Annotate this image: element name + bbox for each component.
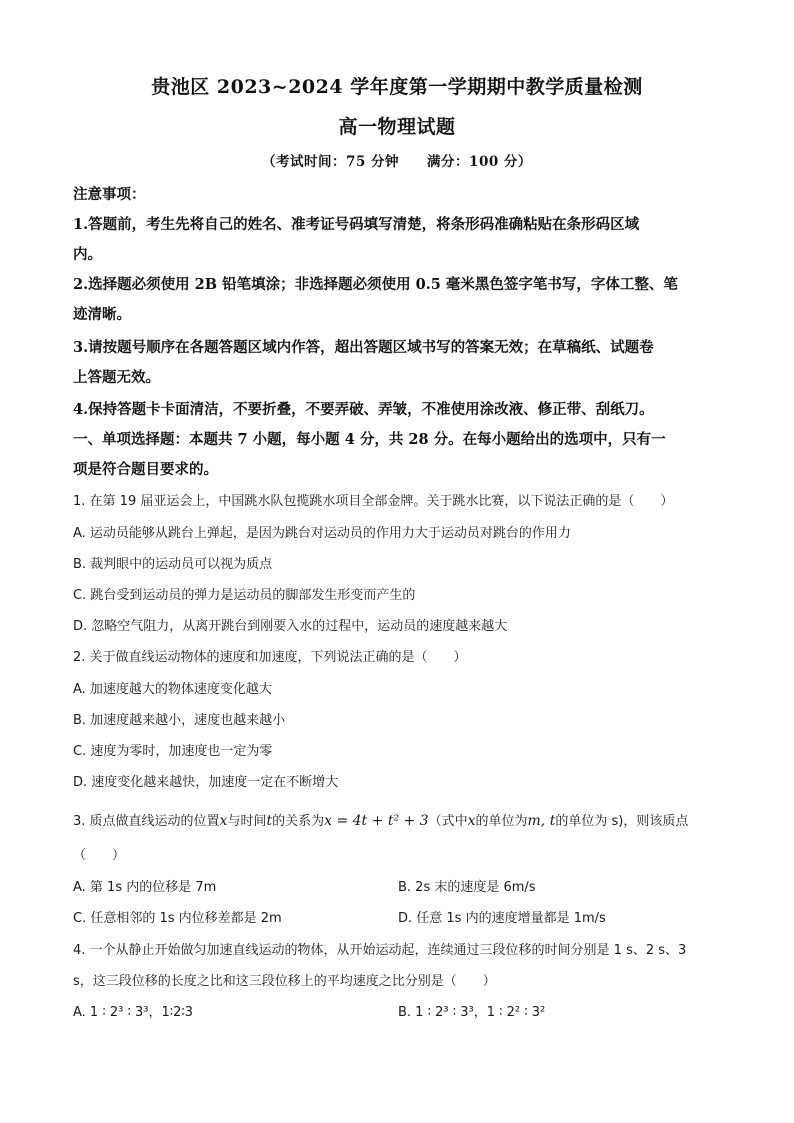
q1-stem: 1. 在第 19 届亚运会上，中国跳水队包揽跳水项目全部金牌。关于跳水比赛，以下说法正确的是（ ） [73, 494, 674, 509]
q4-option-a: A. 1 ∶ 2³ ∶ 3³，1∶2∶3 [73, 1005, 194, 1020]
q3-units: m, t [527, 813, 556, 829]
q3-stem-part-d: （式中 [428, 814, 468, 829]
q3-stem-part-f: 的单位为 s)，则该质点 [555, 814, 689, 829]
section-1-line-2: 项是符合题目要求的。 [73, 461, 218, 478]
note-2-line-2: 迹清晰。 [73, 306, 131, 323]
q3-stem-part-c: 的关系为 [272, 814, 325, 829]
q4-stem-line-1: 4. 一个从静止开始做匀加速直线运动的物体，从开始运动起，连续通过三段位移的时间分别是 1 s、2 s、3 [73, 943, 687, 958]
q3-stem-part-a: 3. 质点做直线运动的位置 [73, 814, 220, 829]
notes-heading: 注意事项： [73, 186, 146, 203]
q4-option-b: B. 1 ∶ 2³ ∶ 3³，1 ∶ 2² ∶ 3² [398, 1005, 546, 1020]
q1-option-b: B. 裁判眼中的运动员可以视为质点 [73, 557, 273, 572]
exam-subject: 高一物理试题 [338, 116, 456, 138]
note-4: 4.保持答题卡卡面清洁，不要折叠，不要弄破、弄皱，不准使用涂改液、修正带、刮纸刀。 [73, 401, 654, 418]
note-3-line-2: 上答题无效。 [73, 369, 160, 386]
q3-stem-line-2: （ ） [73, 848, 126, 863]
section-1-line-1: 一、单项选择题：本题共 7 小题，每小题 4 分，共 28 分。在每小题给出的选项中，只有一 [73, 431, 666, 448]
q1-option-a: A. 运动员能够从跳台上弹起，是因为跳台对运动员的作用力大于运动员对跳台的作用力 [73, 526, 571, 541]
q3-option-d: D. 任意 1s 内的速度增量都是 1m/s [398, 911, 606, 926]
q3-var-x2: x [467, 813, 476, 829]
q3-var-t: t [266, 813, 273, 829]
q4-stem-line-2: s，这三段位移的长度之比和这三段位移上的平均速度之比分别是（ ） [73, 974, 496, 989]
q1-option-d: D. 忽略空气阻力，从离开跳台到刚要入水的过程中，运动员的速度越来越大 [73, 619, 508, 634]
exam-time: （考试时间：75 分钟 [262, 154, 400, 170]
note-1-line-2: 内。 [73, 246, 102, 263]
q2-option-a: A. 加速度越大的物体速度变化越大 [73, 682, 272, 697]
q3-stem-part-b: 与时间 [227, 814, 267, 829]
q3-option-a: A. 第 1s 内的位移是 7m [73, 880, 217, 895]
q3-stem-part-e: 的单位为 [475, 814, 528, 829]
q3-option-c: C. 任意相邻的 1s 内位移差都是 2m [73, 911, 282, 926]
q3-stem [73, 811, 733, 832]
q3-var-x: x [219, 813, 228, 829]
exam-meta [0, 150, 794, 170]
note-2-line-1: 2.选择题必须使用 2B 铅笔填涂；非选择题必须使用 0.5 毫米黑色签字笔书写，字体工整、笔 [73, 276, 678, 293]
q2-option-b: B. 加速度越来越小，速度也越来越小 [73, 713, 286, 728]
q2-option-d: D. 速度变化越来越快，加速度一定在不断增大 [73, 775, 339, 790]
q2-stem: 2. 关于做直线运动物体的速度和加速度，下列说法正确的是（ ） [73, 650, 467, 665]
exam-title: 贵池区 2023~2024 学年度第一学期期中教学质量检测 [151, 76, 643, 98]
q4-options-row-1 [73, 1003, 733, 1023]
q3-options-row-2 [73, 909, 733, 929]
note-3-line-1: 3.请按题号顺序在各题答题区域内作答，超出答题区域书写的答案无效；在草稿纸、试题卷 [73, 339, 654, 356]
q2-option-c: C. 速度为零时，加速度也一定为零 [73, 744, 273, 759]
note-1-line-1: 1.答题前，考生先将自己的姓名、准考证号码填写清楚，将条形码准确粘贴在条形码区域 [73, 216, 640, 233]
q1-option-c: C. 跳台受到运动员的弹力是运动员的脚部发生形变而产生的 [73, 588, 416, 603]
q3-option-b: B. 2s 末的速度是 6m/s [398, 880, 536, 895]
exam-score: 满分：100 分） [427, 154, 532, 170]
q3-formula: x = 4t + t² + 3 [324, 813, 429, 829]
q3-options-row-1 [73, 878, 733, 898]
